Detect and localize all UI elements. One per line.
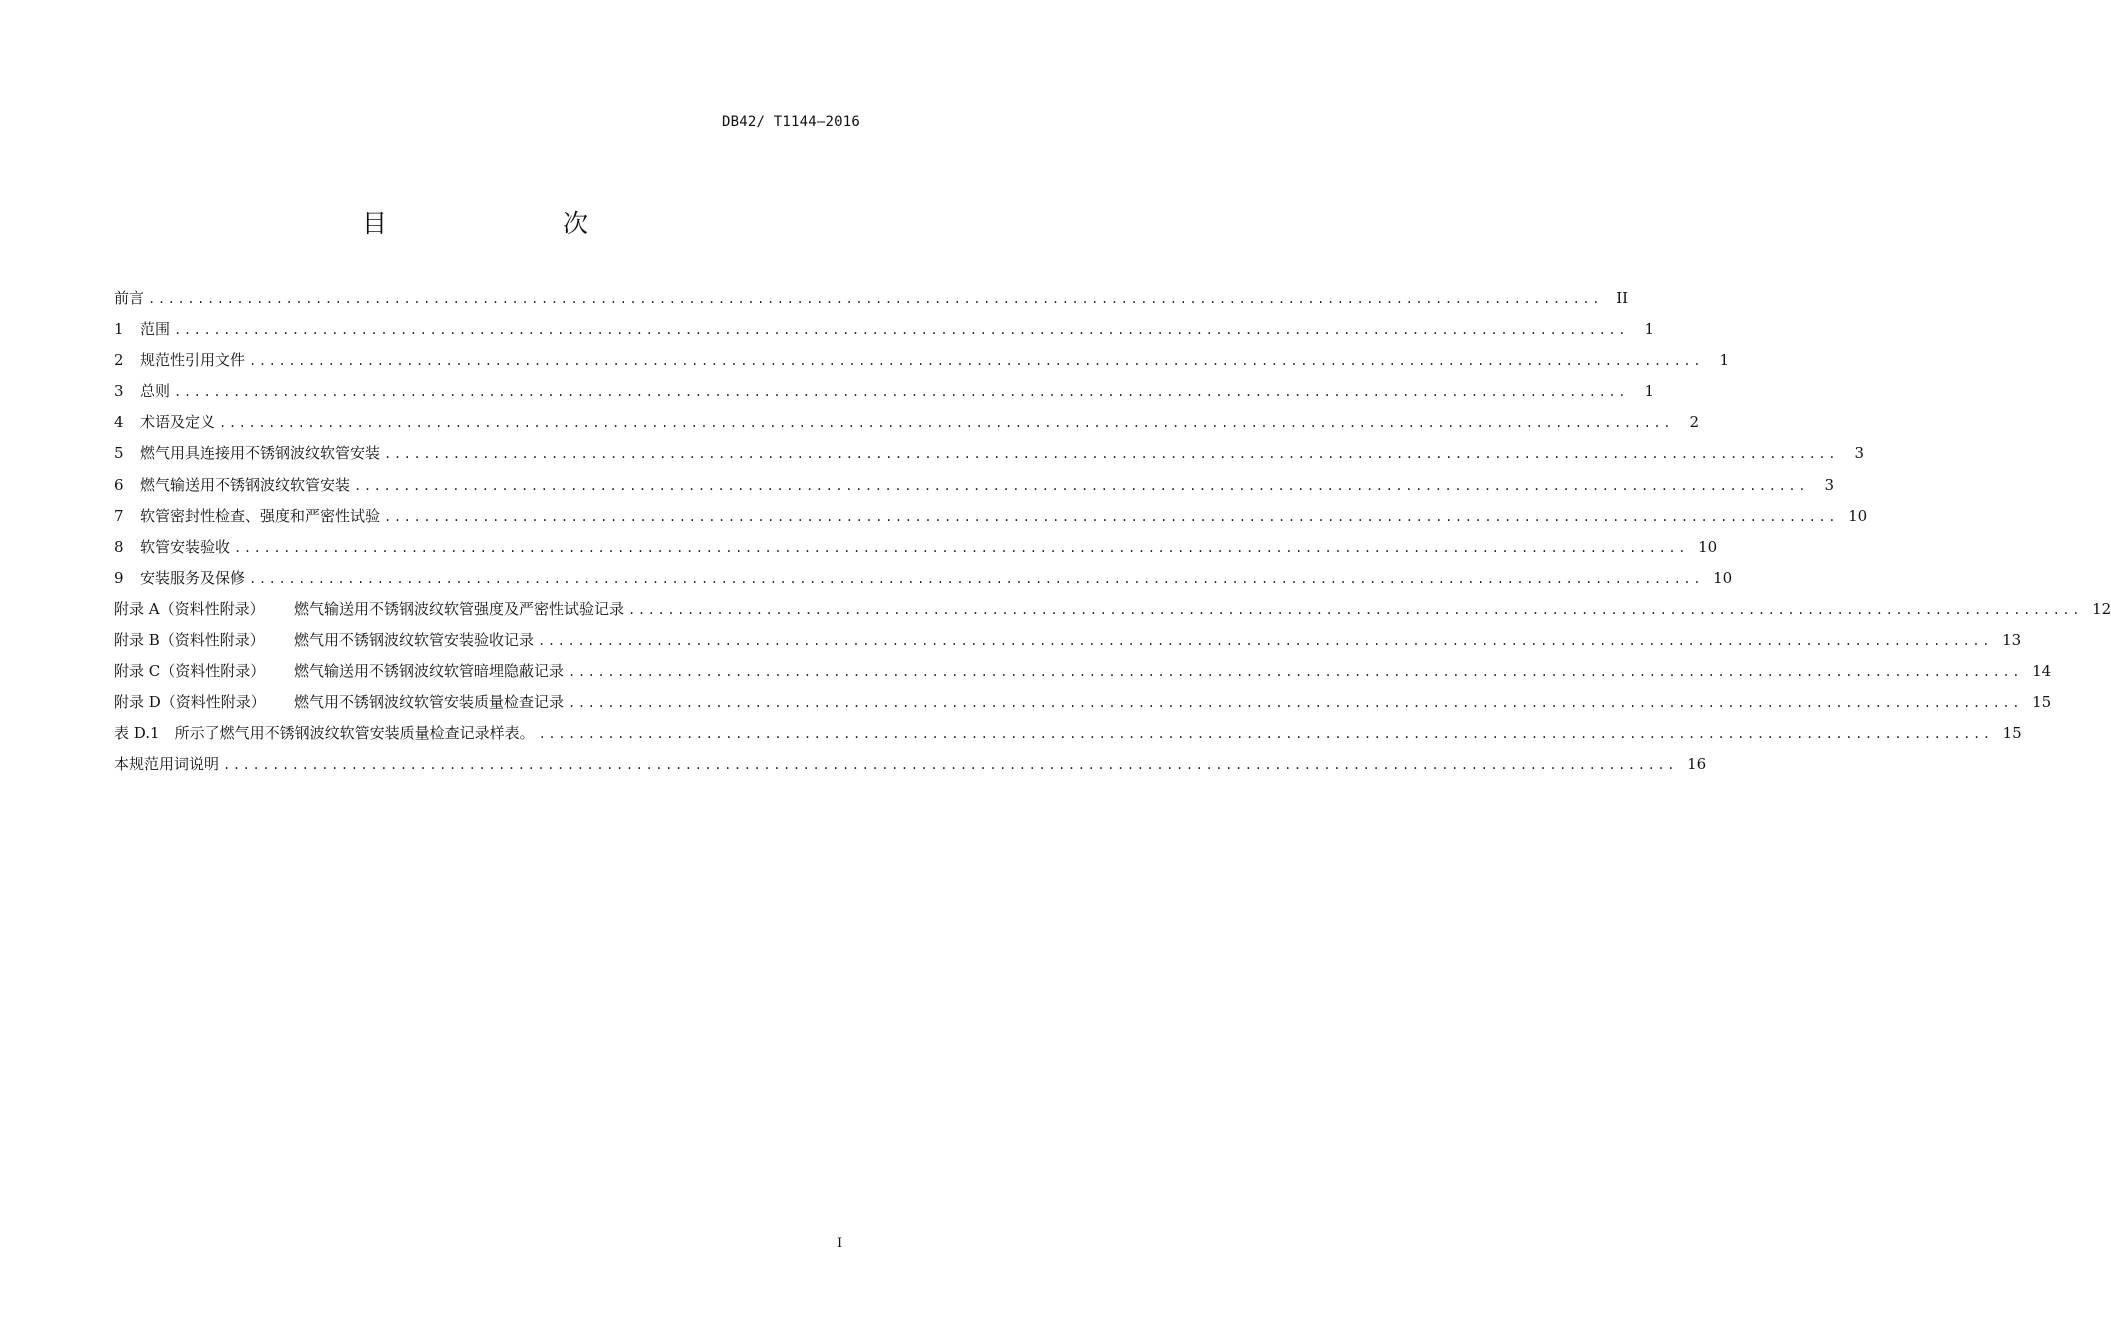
toc-annex-tag: 附录 B（资料性附录）	[114, 631, 265, 650]
toc-page-number: 1	[1644, 382, 1655, 401]
toc-entry[interactable]	[114, 470, 1835, 501]
toc-entry-title: 燃气输送用不锈钢波纹软管暗埋隐蔽记录	[294, 662, 565, 681]
toc-entry-label	[114, 625, 534, 656]
toc-page-number: 13	[2002, 631, 2022, 650]
toc-entry-title: 前言	[114, 289, 145, 307]
table-of-contents	[114, 283, 2111, 781]
toc-entry[interactable]	[114, 687, 2052, 718]
toc-entry-label	[114, 563, 245, 594]
toc-entry-title: 本规范用词说明	[114, 755, 220, 774]
toc-entry[interactable]	[114, 345, 1730, 376]
toc-section-number: 6	[114, 475, 124, 494]
toc-section-number: 1	[114, 320, 124, 339]
toc-entry-title: 安装服务及保修	[140, 568, 246, 587]
toc-leader-dots: ....................................................................................................................................................	[384, 509, 1839, 524]
toc-entry-title: 表 D.1 所示了燃气用不锈钢波纹软管安装质量检查记录样表。	[114, 724, 535, 743]
toc-leader-dots: ....................................................................................................................................................	[174, 385, 1629, 400]
toc-entry[interactable]	[114, 749, 1707, 780]
toc-page-number: 10	[1848, 506, 1868, 525]
toc-entry[interactable]	[114, 314, 1655, 345]
page-title: 目 次	[361, 209, 630, 238]
toc-entry-label	[114, 656, 564, 687]
toc-entry-title: 燃气用具连接用不锈钢波纹软管安装	[140, 444, 381, 463]
toc-entry-label	[114, 687, 564, 718]
toc-leader-dots: ....................................................................................................................................................	[538, 634, 1993, 649]
toc-entry-label	[114, 376, 170, 407]
toc-page-number: 14	[2032, 662, 2052, 681]
toc-page-number: 1	[1644, 320, 1655, 339]
toc-entry-label	[114, 283, 144, 314]
toc-entry-label	[114, 718, 535, 749]
toc-entry[interactable]	[114, 625, 2022, 656]
toc-page-number: 15	[2002, 724, 2022, 743]
toc-leader-dots: ....................................................................................................................................................	[148, 292, 1603, 306]
toc-leader-dots: ....................................................................................................................................................	[384, 447, 1839, 462]
toc-section-number: 5	[114, 444, 124, 463]
toc-annex-tag: 附录 C（资料性附录）	[114, 662, 266, 681]
toc-entry-label	[114, 594, 624, 625]
toc-entry-title: 规范性引用文件	[140, 351, 246, 370]
toc-page-number: 12	[2092, 599, 2111, 618]
toc-entry-title: 软管安装验收	[140, 537, 231, 556]
toc-entry-label	[114, 749, 219, 780]
toc-section-number: 2	[114, 351, 124, 370]
toc-entry-label	[114, 470, 350, 501]
toc-section-number: 7	[114, 506, 124, 525]
toc-entry-title: 术语及定义	[140, 413, 216, 432]
toc-entry-label	[114, 438, 380, 469]
toc-leader-dots: ....................................................................................................................................................	[628, 602, 2083, 617]
toc-entry-label	[114, 532, 230, 563]
toc-leader-dots: ....................................................................................................................................................	[354, 478, 1809, 493]
toc-page-number: 3	[1824, 475, 1835, 494]
toc-section-number: 3	[114, 382, 124, 401]
toc-leader-dots: ....................................................................................................................................................	[538, 727, 1993, 742]
toc-entry-title: 总则	[140, 382, 171, 401]
toc-entry-title: 燃气输送用不锈钢波纹软管安装	[140, 475, 351, 494]
toc-page-number: 3	[1854, 444, 1865, 463]
toc-entry[interactable]	[114, 718, 2022, 749]
toc-page-number: 1	[1719, 351, 1730, 370]
toc-entry-label	[114, 407, 215, 438]
toc-entry[interactable]	[114, 563, 1733, 594]
toc-page-number: II	[1616, 289, 1629, 307]
toc-leader-dots: ....................................................................................................................................................	[249, 571, 1704, 586]
toc-leader-dots: ....................................................................................................................................................	[234, 540, 1689, 555]
toc-page-number: 10	[1713, 568, 1733, 587]
toc-entry-label	[114, 345, 245, 376]
toc-entry[interactable]	[114, 407, 1700, 438]
toc-annex-tag: 附录 D（资料性附录）	[114, 693, 266, 712]
toc-leader-dots: ....................................................................................................................................................	[249, 354, 1704, 369]
page-number: I	[837, 1236, 843, 1251]
toc-entry-label	[114, 314, 170, 345]
toc-page-number: 10	[1698, 537, 1718, 556]
toc-entry[interactable]	[114, 376, 1655, 407]
toc-entry-title: 软管密封性检查、强度和严密性试验	[140, 506, 381, 525]
toc-entry[interactable]	[114, 594, 2111, 625]
toc-entry-title: 范围	[140, 320, 171, 339]
toc-leader-dots: ....................................................................................................................................................	[219, 416, 1674, 431]
toc-entry[interactable]	[114, 501, 1868, 532]
toc-leader-dots: ....................................................................................................................................................	[174, 323, 1629, 338]
toc-entry-title: 燃气用不锈钢波纹软管安装验收记录	[294, 631, 535, 650]
toc-entry[interactable]	[114, 438, 1865, 469]
toc-page-number: 16	[1687, 755, 1707, 774]
toc-entry-title: 燃气用不锈钢波纹软管安装质量检查记录	[294, 693, 565, 712]
toc-entry[interactable]	[114, 656, 2052, 687]
toc-entry[interactable]	[114, 532, 1718, 563]
toc-leader-dots: ....................................................................................................................................................	[568, 696, 2023, 711]
toc-entry-label	[114, 501, 380, 532]
toc-page-number: 15	[2032, 693, 2052, 712]
toc-entry[interactable]	[114, 283, 1629, 314]
toc-section-number: 9	[114, 568, 124, 587]
toc-leader-dots: ....................................................................................................................................................	[568, 665, 2023, 680]
standard-code: DB42/ T1144—2016	[721, 114, 860, 130]
toc-entry-title: 燃气输送用不锈钢波纹软管强度及严密性试验记录	[294, 599, 625, 618]
toc-annex-tag: 附录 A（资料性附录）	[114, 599, 265, 618]
toc-section-number: 8	[114, 537, 124, 556]
toc-page-number: 2	[1689, 413, 1700, 432]
toc-section-number: 4	[114, 413, 124, 432]
toc-leader-dots: ....................................................................................................................................................	[223, 758, 1678, 773]
